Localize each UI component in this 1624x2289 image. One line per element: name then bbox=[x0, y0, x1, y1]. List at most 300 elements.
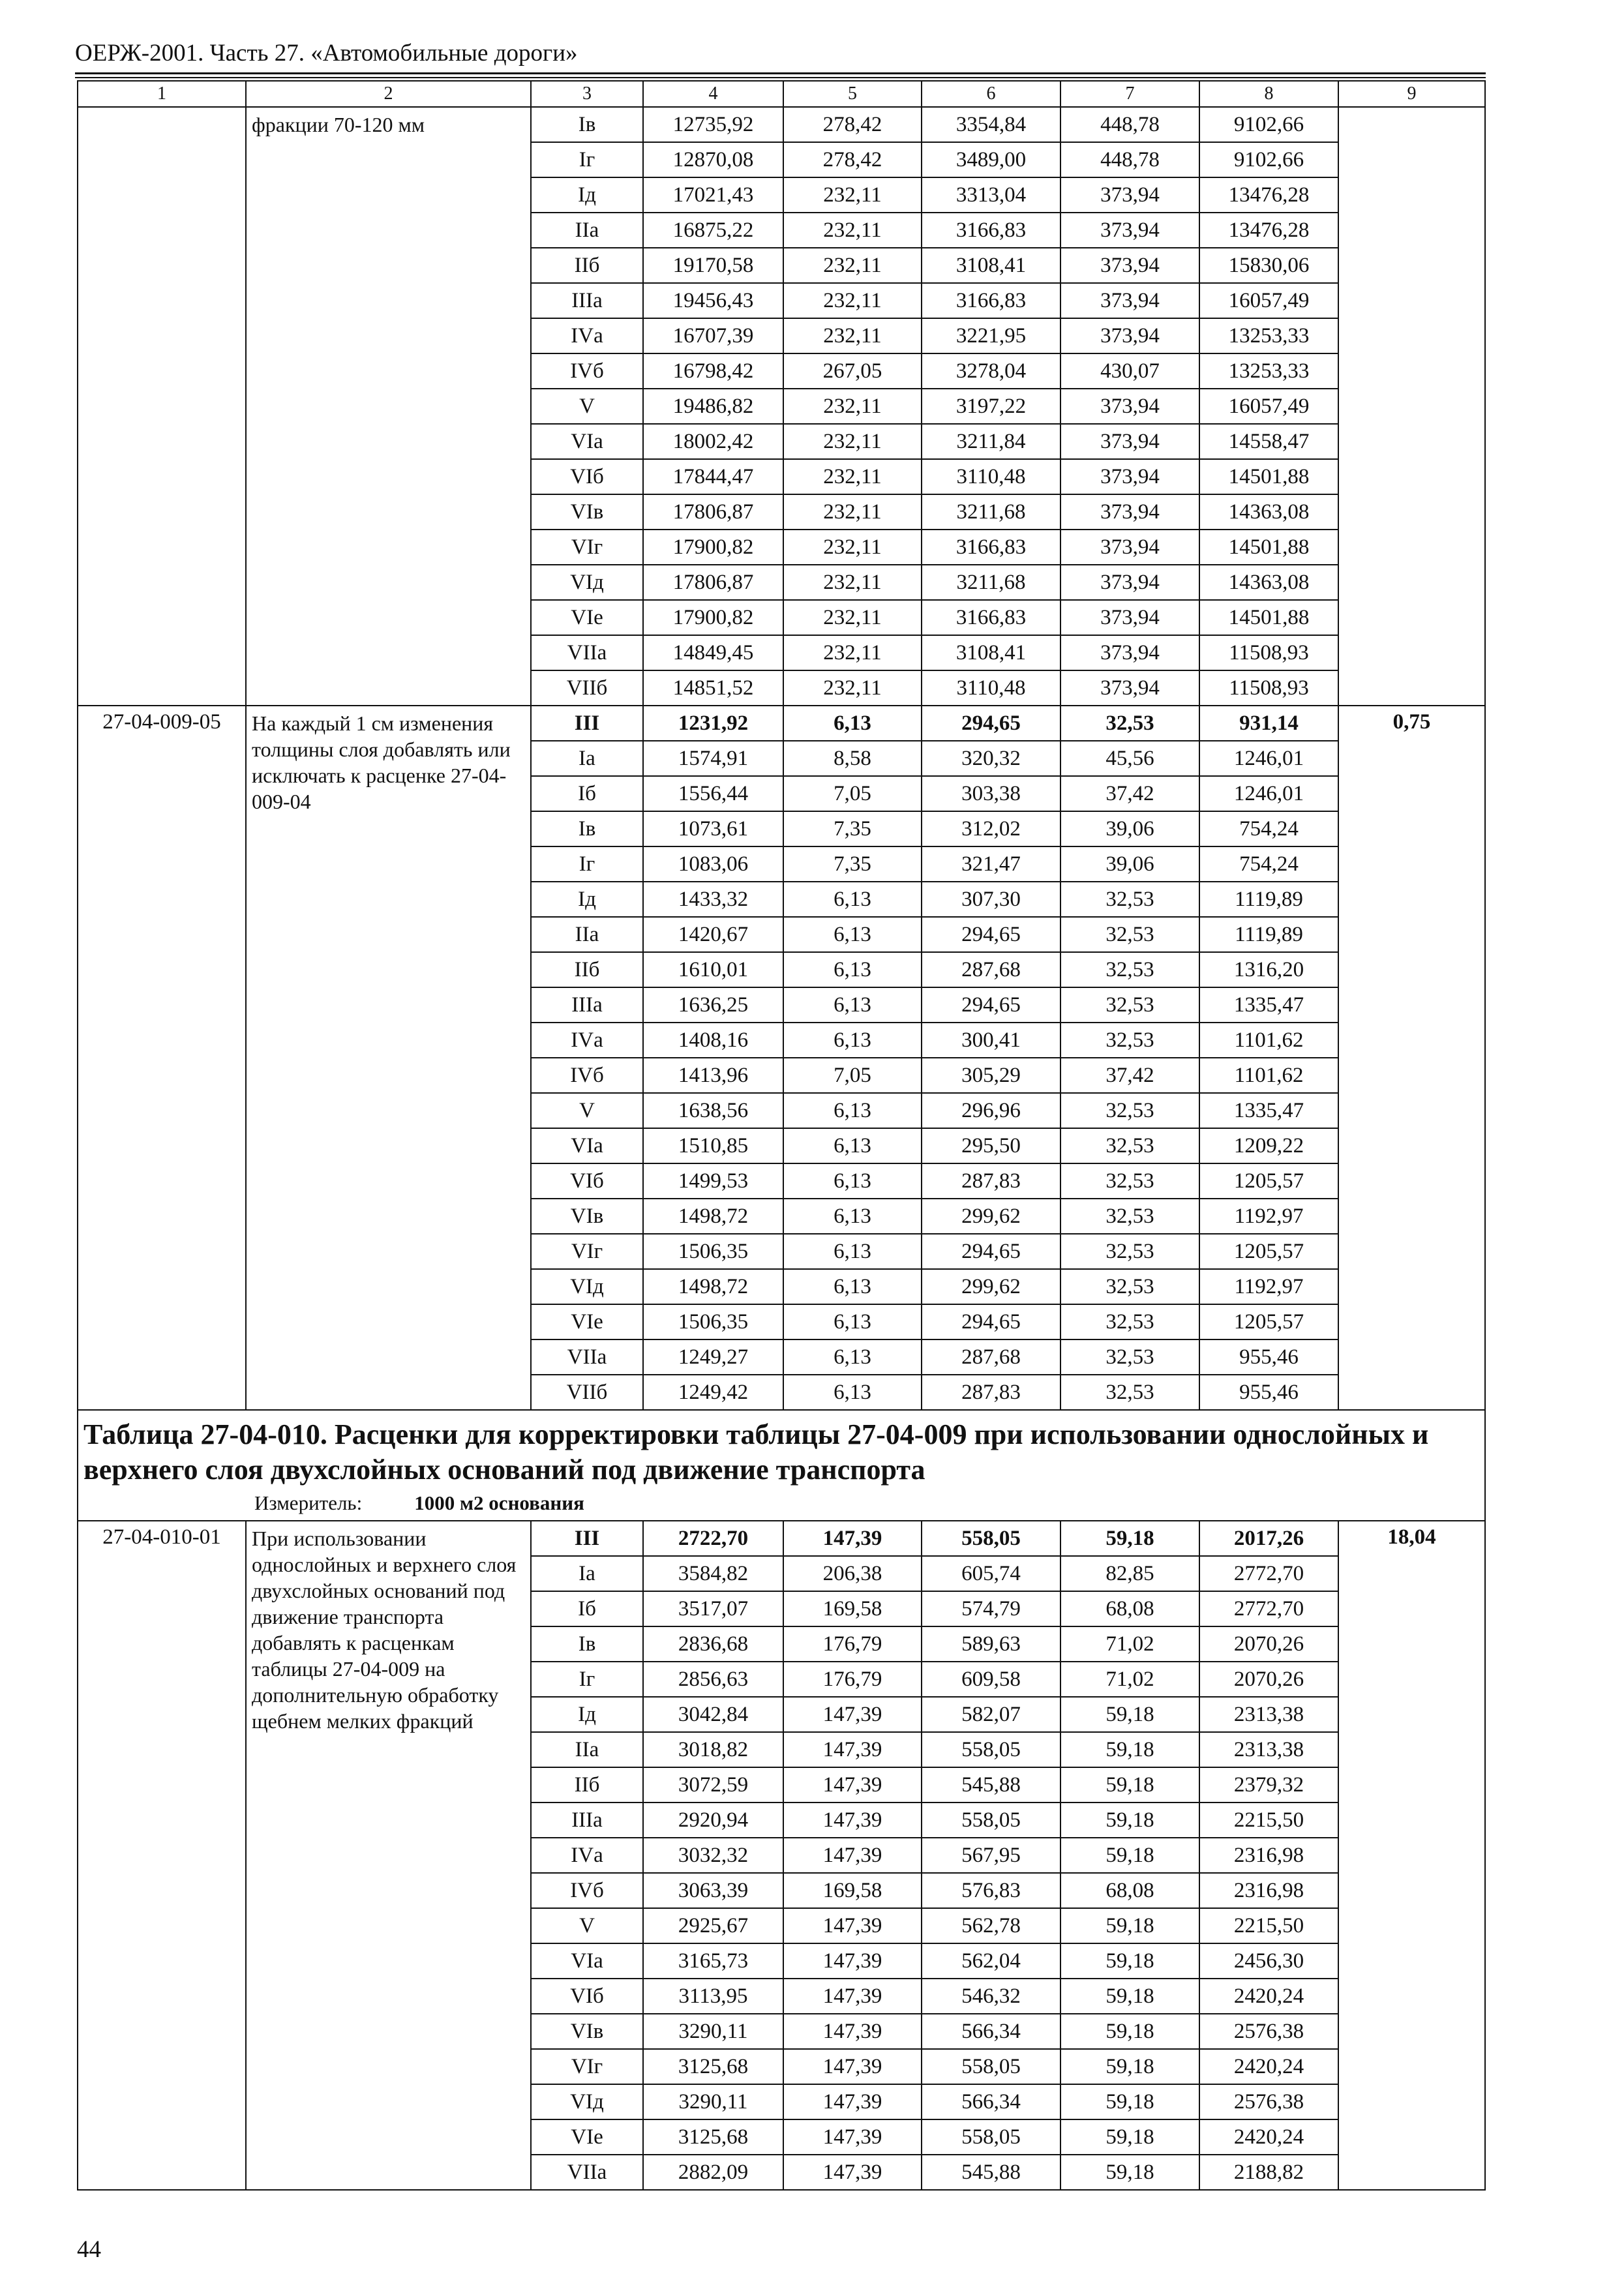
value-cell: 3166,83 bbox=[922, 530, 1060, 565]
zone-cell: Iв bbox=[531, 1626, 643, 1662]
value-cell: 558,05 bbox=[922, 1732, 1060, 1767]
value-cell: 147,39 bbox=[783, 1521, 922, 1556]
value-cell: 82,85 bbox=[1060, 1556, 1199, 1591]
value-cell: 1209,22 bbox=[1199, 1128, 1338, 1163]
value-cell: 6,13 bbox=[783, 1199, 922, 1234]
value-cell: 1574,91 bbox=[643, 741, 783, 776]
value-cell: 1231,92 bbox=[643, 706, 783, 741]
zone-cell: VIг bbox=[531, 530, 643, 565]
value-cell: 13476,28 bbox=[1199, 177, 1338, 213]
value-cell: 17844,47 bbox=[643, 459, 783, 494]
value-cell: 6,13 bbox=[783, 706, 922, 741]
value-cell: 13253,33 bbox=[1199, 353, 1338, 389]
value-cell: 373,94 bbox=[1060, 318, 1199, 353]
value-cell: 545,88 bbox=[922, 2155, 1060, 2190]
value-cell: 71,02 bbox=[1060, 1662, 1199, 1697]
value-cell: 589,63 bbox=[922, 1626, 1060, 1662]
value-cell: 3113,95 bbox=[643, 1979, 783, 2014]
value-cell: 562,78 bbox=[922, 1908, 1060, 1943]
value-cell: 1101,62 bbox=[1199, 1058, 1338, 1093]
page-header: ОЕРЖ-2001. Часть 27. «Автомобильные дороги» bbox=[75, 40, 578, 67]
value-cell: 17806,87 bbox=[643, 494, 783, 530]
value-cell: 3063,39 bbox=[643, 1873, 783, 1908]
value-cell: 582,07 bbox=[922, 1697, 1060, 1732]
labor-cost-cell: 0,75 bbox=[1338, 706, 1485, 1410]
value-cell: 39,06 bbox=[1060, 811, 1199, 846]
value-cell: 19486,82 bbox=[643, 389, 783, 424]
value-cell: 373,94 bbox=[1060, 635, 1199, 670]
zone-cell: Iг bbox=[531, 846, 643, 882]
value-cell: 6,13 bbox=[783, 1375, 922, 1410]
zone-cell: Iа bbox=[531, 741, 643, 776]
zone-cell: Iд bbox=[531, 1697, 643, 1732]
value-cell: 59,18 bbox=[1060, 1943, 1199, 1979]
value-cell: 59,18 bbox=[1060, 2014, 1199, 2049]
zone-cell: VIб bbox=[531, 1163, 643, 1199]
value-cell: 147,39 bbox=[783, 1838, 922, 1873]
value-cell: 1420,67 bbox=[643, 917, 783, 952]
zone-cell: VIг bbox=[531, 1234, 643, 1269]
value-cell: 147,39 bbox=[783, 1943, 922, 1979]
value-cell: 39,06 bbox=[1060, 846, 1199, 882]
value-cell: 562,04 bbox=[922, 1943, 1060, 1979]
zone-cell: IVа bbox=[531, 1838, 643, 1873]
value-cell: 147,39 bbox=[783, 1732, 922, 1767]
value-cell: 278,42 bbox=[783, 107, 922, 142]
value-cell: 59,18 bbox=[1060, 2049, 1199, 2084]
value-cell: 16057,49 bbox=[1199, 389, 1338, 424]
value-cell: 232,11 bbox=[783, 670, 922, 706]
value-cell: 14501,88 bbox=[1199, 459, 1338, 494]
value-cell: 6,13 bbox=[783, 1269, 922, 1304]
value-cell: 2722,70 bbox=[643, 1521, 783, 1556]
value-cell: 17806,87 bbox=[643, 565, 783, 600]
value-cell: 373,94 bbox=[1060, 530, 1199, 565]
value-cell: 287,68 bbox=[922, 952, 1060, 987]
labor-cost-cell: 18,04 bbox=[1338, 1521, 1485, 2190]
value-cell: 11508,93 bbox=[1199, 635, 1338, 670]
column-number: 8 bbox=[1199, 81, 1338, 107]
value-cell: 373,94 bbox=[1060, 600, 1199, 635]
value-cell: 6,13 bbox=[783, 952, 922, 987]
value-cell: 6,13 bbox=[783, 1128, 922, 1163]
value-cell: 17900,82 bbox=[643, 600, 783, 635]
value-cell: 11508,93 bbox=[1199, 670, 1338, 706]
value-cell: 430,07 bbox=[1060, 353, 1199, 389]
value-cell: 32,53 bbox=[1060, 1234, 1199, 1269]
value-cell: 37,42 bbox=[1060, 776, 1199, 811]
zone-cell: VIIб bbox=[531, 670, 643, 706]
value-cell: 169,58 bbox=[783, 1873, 922, 1908]
value-cell: 232,11 bbox=[783, 494, 922, 530]
zone-cell: IVб bbox=[531, 1058, 643, 1093]
unit-value: 1000 м2 основания bbox=[414, 1491, 584, 1514]
value-cell: 232,11 bbox=[783, 248, 922, 283]
value-cell: 955,46 bbox=[1199, 1375, 1338, 1410]
value-cell: 1119,89 bbox=[1199, 882, 1338, 917]
zone-cell: VIIа bbox=[531, 2155, 643, 2190]
value-cell: 299,62 bbox=[922, 1269, 1060, 1304]
value-cell: 32,53 bbox=[1060, 1269, 1199, 1304]
value-cell: 294,65 bbox=[922, 917, 1060, 952]
value-cell: 2576,38 bbox=[1199, 2084, 1338, 2119]
value-cell: 16875,22 bbox=[643, 213, 783, 248]
column-number: 1 bbox=[78, 81, 246, 107]
value-cell: 2188,82 bbox=[1199, 2155, 1338, 2190]
rate-description: При использовании однослойных и верхнего слоя двухслойных оснований под движение транспорта добавлять к расценкам таблицы 27-04-009 на дополнительную обработку щебнем мелких фракций bbox=[246, 1521, 531, 2190]
value-cell: 32,53 bbox=[1060, 952, 1199, 987]
value-cell: 2576,38 bbox=[1199, 2014, 1338, 2049]
value-cell: 566,34 bbox=[922, 2014, 1060, 2049]
value-cell: 6,13 bbox=[783, 1023, 922, 1058]
value-cell: 32,53 bbox=[1060, 987, 1199, 1023]
value-cell: 3108,41 bbox=[922, 248, 1060, 283]
zone-cell: IVа bbox=[531, 318, 643, 353]
zone-cell: IIб bbox=[531, 952, 643, 987]
value-cell: 59,18 bbox=[1060, 1732, 1199, 1767]
value-cell: 2017,26 bbox=[1199, 1521, 1338, 1556]
value-cell: 169,58 bbox=[783, 1591, 922, 1626]
value-cell: 2420,24 bbox=[1199, 2119, 1338, 2155]
value-cell: 1498,72 bbox=[643, 1199, 783, 1234]
value-cell: 147,39 bbox=[783, 1803, 922, 1838]
zone-cell: VIв bbox=[531, 2014, 643, 2049]
labor-cost-cell bbox=[1338, 107, 1485, 706]
value-cell: 2920,94 bbox=[643, 1803, 783, 1838]
value-cell: 3221,95 bbox=[922, 318, 1060, 353]
value-cell: 9102,66 bbox=[1199, 107, 1338, 142]
value-cell: 59,18 bbox=[1060, 2119, 1199, 2155]
value-cell: 12870,08 bbox=[643, 142, 783, 177]
table-row bbox=[78, 1521, 1485, 1556]
value-cell: 59,18 bbox=[1060, 1697, 1199, 1732]
value-cell: 294,65 bbox=[922, 1234, 1060, 1269]
value-cell: 59,18 bbox=[1060, 1767, 1199, 1803]
value-cell: 2070,26 bbox=[1199, 1626, 1338, 1662]
value-cell: 558,05 bbox=[922, 1803, 1060, 1838]
value-cell: 59,18 bbox=[1060, 2084, 1199, 2119]
value-cell: 1556,44 bbox=[643, 776, 783, 811]
value-cell: 45,56 bbox=[1060, 741, 1199, 776]
value-cell: 232,11 bbox=[783, 177, 922, 213]
value-cell: 574,79 bbox=[922, 1591, 1060, 1626]
value-cell: 3110,48 bbox=[922, 670, 1060, 706]
value-cell: 16057,49 bbox=[1199, 283, 1338, 318]
value-cell: 287,83 bbox=[922, 1163, 1060, 1199]
column-number: 9 bbox=[1338, 81, 1485, 107]
rate-description: На каждый 1 см изменения толщины слоя добавлять или исключать к расценке 27-04-009-04 bbox=[246, 706, 531, 1410]
column-number-row bbox=[78, 81, 1485, 107]
zone-cell: Iд bbox=[531, 882, 643, 917]
value-cell: 300,41 bbox=[922, 1023, 1060, 1058]
value-cell: 1499,53 bbox=[643, 1163, 783, 1199]
value-cell: 232,11 bbox=[783, 318, 922, 353]
zone-cell: VIIа bbox=[531, 635, 643, 670]
value-cell: 566,34 bbox=[922, 2084, 1060, 2119]
value-cell: 32,53 bbox=[1060, 1163, 1199, 1199]
value-cell: 3517,07 bbox=[643, 1591, 783, 1626]
zone-cell: Iв bbox=[531, 107, 643, 142]
value-cell: 3211,84 bbox=[922, 424, 1060, 459]
zone-cell: VIе bbox=[531, 1304, 643, 1339]
value-cell: 7,05 bbox=[783, 776, 922, 811]
value-cell: 147,39 bbox=[783, 2155, 922, 2190]
value-cell: 3125,68 bbox=[643, 2049, 783, 2084]
value-cell: 305,29 bbox=[922, 1058, 1060, 1093]
value-cell: 3290,11 bbox=[643, 2014, 783, 2049]
value-cell: 17021,43 bbox=[643, 177, 783, 213]
value-cell: 147,39 bbox=[783, 1697, 922, 1732]
value-cell: 2313,38 bbox=[1199, 1732, 1338, 1767]
value-cell: 1192,97 bbox=[1199, 1269, 1338, 1304]
value-cell: 373,94 bbox=[1060, 213, 1199, 248]
value-cell: 3032,32 bbox=[643, 1838, 783, 1873]
value-cell: 6,13 bbox=[783, 1304, 922, 1339]
zone-cell: IIа bbox=[531, 1732, 643, 1767]
value-cell: 6,13 bbox=[783, 917, 922, 952]
zone-cell: IIIа bbox=[531, 987, 643, 1023]
value-cell: 1205,57 bbox=[1199, 1234, 1338, 1269]
value-cell: 32,53 bbox=[1060, 706, 1199, 741]
value-cell: 232,11 bbox=[783, 600, 922, 635]
zone-cell: VIIб bbox=[531, 1375, 643, 1410]
value-cell: 373,94 bbox=[1060, 424, 1199, 459]
zone-cell: Iб bbox=[531, 776, 643, 811]
zone-cell: IVа bbox=[531, 1023, 643, 1058]
value-cell: 1433,32 bbox=[643, 882, 783, 917]
value-cell: 373,94 bbox=[1060, 670, 1199, 706]
value-cell: 32,53 bbox=[1060, 1093, 1199, 1128]
value-cell: 373,94 bbox=[1060, 565, 1199, 600]
value-cell: 68,08 bbox=[1060, 1591, 1199, 1626]
value-cell: 3211,68 bbox=[922, 565, 1060, 600]
value-cell: 303,38 bbox=[922, 776, 1060, 811]
value-cell: 14501,88 bbox=[1199, 600, 1338, 635]
zone-cell: VIб bbox=[531, 1979, 643, 2014]
value-cell: 3313,04 bbox=[922, 177, 1060, 213]
value-cell: 2882,09 bbox=[643, 2155, 783, 2190]
zone-cell: VIд bbox=[531, 565, 643, 600]
zone-cell: IIа bbox=[531, 917, 643, 952]
zone-cell: IIIа bbox=[531, 283, 643, 318]
value-cell: 312,02 bbox=[922, 811, 1060, 846]
value-cell: 3166,83 bbox=[922, 213, 1060, 248]
value-cell: 2420,24 bbox=[1199, 1979, 1338, 2014]
value-cell: 294,65 bbox=[922, 1304, 1060, 1339]
value-cell: 6,13 bbox=[783, 987, 922, 1023]
value-cell: 931,14 bbox=[1199, 706, 1338, 741]
value-cell: 2836,68 bbox=[643, 1626, 783, 1662]
value-cell: 2925,67 bbox=[643, 1908, 783, 1943]
value-cell: 2316,98 bbox=[1199, 1873, 1338, 1908]
value-cell: 373,94 bbox=[1060, 283, 1199, 318]
value-cell: 3125,68 bbox=[643, 2119, 783, 2155]
value-cell: 1205,57 bbox=[1199, 1304, 1338, 1339]
value-cell: 16798,42 bbox=[643, 353, 783, 389]
value-cell: 1073,61 bbox=[643, 811, 783, 846]
zone-cell: IIа bbox=[531, 213, 643, 248]
value-cell: 14558,47 bbox=[1199, 424, 1338, 459]
zone-cell: Iв bbox=[531, 811, 643, 846]
zone-cell: V bbox=[531, 1093, 643, 1128]
value-cell: 7,05 bbox=[783, 1058, 922, 1093]
zone-cell: VIв bbox=[531, 494, 643, 530]
section-title: Таблица 27-04-010. Расценки для корректировки таблицы 27-04-009 при использовании однослойных и верхнего слоя двухслойных оснований под движение транспорта bbox=[83, 1418, 1429, 1486]
value-cell: 32,53 bbox=[1060, 917, 1199, 952]
value-cell: 147,39 bbox=[783, 1908, 922, 1943]
value-cell: 147,39 bbox=[783, 2014, 922, 2049]
zone-cell: VIд bbox=[531, 2084, 643, 2119]
value-cell: 1413,96 bbox=[643, 1058, 783, 1093]
value-cell: 3042,84 bbox=[643, 1697, 783, 1732]
zone-cell: VIв bbox=[531, 1199, 643, 1234]
value-cell: 176,79 bbox=[783, 1626, 922, 1662]
value-cell: 448,78 bbox=[1060, 142, 1199, 177]
value-cell: 7,35 bbox=[783, 846, 922, 882]
value-cell: 17900,82 bbox=[643, 530, 783, 565]
value-cell: 6,13 bbox=[783, 1163, 922, 1199]
zone-cell: IIб bbox=[531, 248, 643, 283]
zone-cell: III bbox=[531, 1521, 643, 1556]
value-cell: 1101,62 bbox=[1199, 1023, 1338, 1058]
value-cell: 59,18 bbox=[1060, 2155, 1199, 2190]
value-cell: 2420,24 bbox=[1199, 2049, 1338, 2084]
rate-code bbox=[78, 107, 246, 706]
value-cell: 6,13 bbox=[783, 882, 922, 917]
column-number: 7 bbox=[1060, 81, 1199, 107]
value-cell: 2215,50 bbox=[1199, 1803, 1338, 1838]
value-cell: 1498,72 bbox=[643, 1269, 783, 1304]
section-header-row bbox=[78, 1410, 1485, 1521]
value-cell: 2456,30 bbox=[1199, 1943, 1338, 1979]
value-cell: 2856,63 bbox=[643, 1662, 783, 1697]
column-number: 2 bbox=[246, 81, 531, 107]
value-cell: 278,42 bbox=[783, 142, 922, 177]
value-cell: 2772,70 bbox=[1199, 1556, 1338, 1591]
value-cell: 2070,26 bbox=[1199, 1662, 1338, 1697]
value-cell: 373,94 bbox=[1060, 248, 1199, 283]
value-cell: 754,24 bbox=[1199, 811, 1338, 846]
section-header bbox=[78, 1410, 1485, 1521]
rates-table bbox=[77, 80, 1486, 2191]
page-number: 44 bbox=[77, 2236, 101, 2263]
value-cell: 71,02 bbox=[1060, 1626, 1199, 1662]
value-cell: 32,53 bbox=[1060, 1199, 1199, 1234]
value-cell: 59,18 bbox=[1060, 1838, 1199, 1873]
value-cell: 8,58 bbox=[783, 741, 922, 776]
value-cell: 232,11 bbox=[783, 530, 922, 565]
value-cell: 59,18 bbox=[1060, 1908, 1199, 1943]
value-cell: 2379,32 bbox=[1199, 1767, 1338, 1803]
value-cell: 14851,52 bbox=[643, 670, 783, 706]
value-cell: 14363,08 bbox=[1199, 565, 1338, 600]
column-number: 4 bbox=[643, 81, 783, 107]
value-cell: 13253,33 bbox=[1199, 318, 1338, 353]
zone-cell: Iа bbox=[531, 1556, 643, 1591]
value-cell: 1249,27 bbox=[643, 1339, 783, 1375]
value-cell: 2772,70 bbox=[1199, 1591, 1338, 1626]
value-cell: 299,62 bbox=[922, 1199, 1060, 1234]
value-cell: 6,13 bbox=[783, 1234, 922, 1269]
zone-cell: V bbox=[531, 1908, 643, 1943]
zone-cell: IVб bbox=[531, 1873, 643, 1908]
value-cell: 3197,22 bbox=[922, 389, 1060, 424]
header-rule bbox=[75, 77, 1486, 78]
value-cell: 32,53 bbox=[1060, 1304, 1199, 1339]
value-cell: 32,53 bbox=[1060, 1339, 1199, 1375]
value-cell: 321,47 bbox=[922, 846, 1060, 882]
value-cell: 1246,01 bbox=[1199, 776, 1338, 811]
value-cell: 558,05 bbox=[922, 2119, 1060, 2155]
value-cell: 307,30 bbox=[922, 882, 1060, 917]
zone-cell: Iд bbox=[531, 177, 643, 213]
value-cell: 1510,85 bbox=[643, 1128, 783, 1163]
table-body bbox=[78, 81, 1485, 2190]
zone-cell: VIа bbox=[531, 1943, 643, 1979]
value-cell: 1119,89 bbox=[1199, 917, 1338, 952]
value-cell: 6,13 bbox=[783, 1093, 922, 1128]
zone-cell: VIд bbox=[531, 1269, 643, 1304]
value-cell: 1506,35 bbox=[643, 1234, 783, 1269]
column-number: 6 bbox=[922, 81, 1060, 107]
zone-cell: VIа bbox=[531, 1128, 643, 1163]
value-cell: 2313,38 bbox=[1199, 1697, 1338, 1732]
value-cell: 287,68 bbox=[922, 1339, 1060, 1375]
value-cell: 3166,83 bbox=[922, 283, 1060, 318]
value-cell: 59,18 bbox=[1060, 1521, 1199, 1556]
header-rule bbox=[75, 72, 1486, 74]
value-cell: 32,53 bbox=[1060, 1023, 1199, 1058]
value-cell: 16707,39 bbox=[643, 318, 783, 353]
value-cell: 232,11 bbox=[783, 565, 922, 600]
value-cell: 147,39 bbox=[783, 1767, 922, 1803]
value-cell: 3489,00 bbox=[922, 142, 1060, 177]
zone-cell: VIе bbox=[531, 600, 643, 635]
value-cell: 296,96 bbox=[922, 1093, 1060, 1128]
value-cell: 3166,83 bbox=[922, 600, 1060, 635]
column-number: 3 bbox=[531, 81, 643, 107]
value-cell: 18002,42 bbox=[643, 424, 783, 459]
value-cell: 567,95 bbox=[922, 1838, 1060, 1873]
value-cell: 232,11 bbox=[783, 635, 922, 670]
value-cell: 14501,88 bbox=[1199, 530, 1338, 565]
value-cell: 605,74 bbox=[922, 1556, 1060, 1591]
value-cell: 232,11 bbox=[783, 389, 922, 424]
value-cell: 3278,04 bbox=[922, 353, 1060, 389]
value-cell: 320,32 bbox=[922, 741, 1060, 776]
section-unit bbox=[83, 1490, 1479, 1516]
value-cell: 3110,48 bbox=[922, 459, 1060, 494]
zone-cell: VIIа bbox=[531, 1339, 643, 1375]
value-cell: 59,18 bbox=[1060, 1803, 1199, 1838]
value-cell: 19170,58 bbox=[643, 248, 783, 283]
value-cell: 1246,01 bbox=[1199, 741, 1338, 776]
value-cell: 576,83 bbox=[922, 1873, 1060, 1908]
value-cell: 3072,59 bbox=[643, 1767, 783, 1803]
value-cell: 147,39 bbox=[783, 2119, 922, 2155]
value-cell: 294,65 bbox=[922, 987, 1060, 1023]
zone-cell: IIIа bbox=[531, 1803, 643, 1838]
value-cell: 232,11 bbox=[783, 283, 922, 318]
zone-cell: Iг bbox=[531, 142, 643, 177]
value-cell: 14849,45 bbox=[643, 635, 783, 670]
value-cell: 373,94 bbox=[1060, 389, 1199, 424]
value-cell: 267,05 bbox=[783, 353, 922, 389]
value-cell: 287,83 bbox=[922, 1375, 1060, 1410]
zone-cell: V bbox=[531, 389, 643, 424]
value-cell: 7,35 bbox=[783, 811, 922, 846]
zone-cell: IIб bbox=[531, 1767, 643, 1803]
